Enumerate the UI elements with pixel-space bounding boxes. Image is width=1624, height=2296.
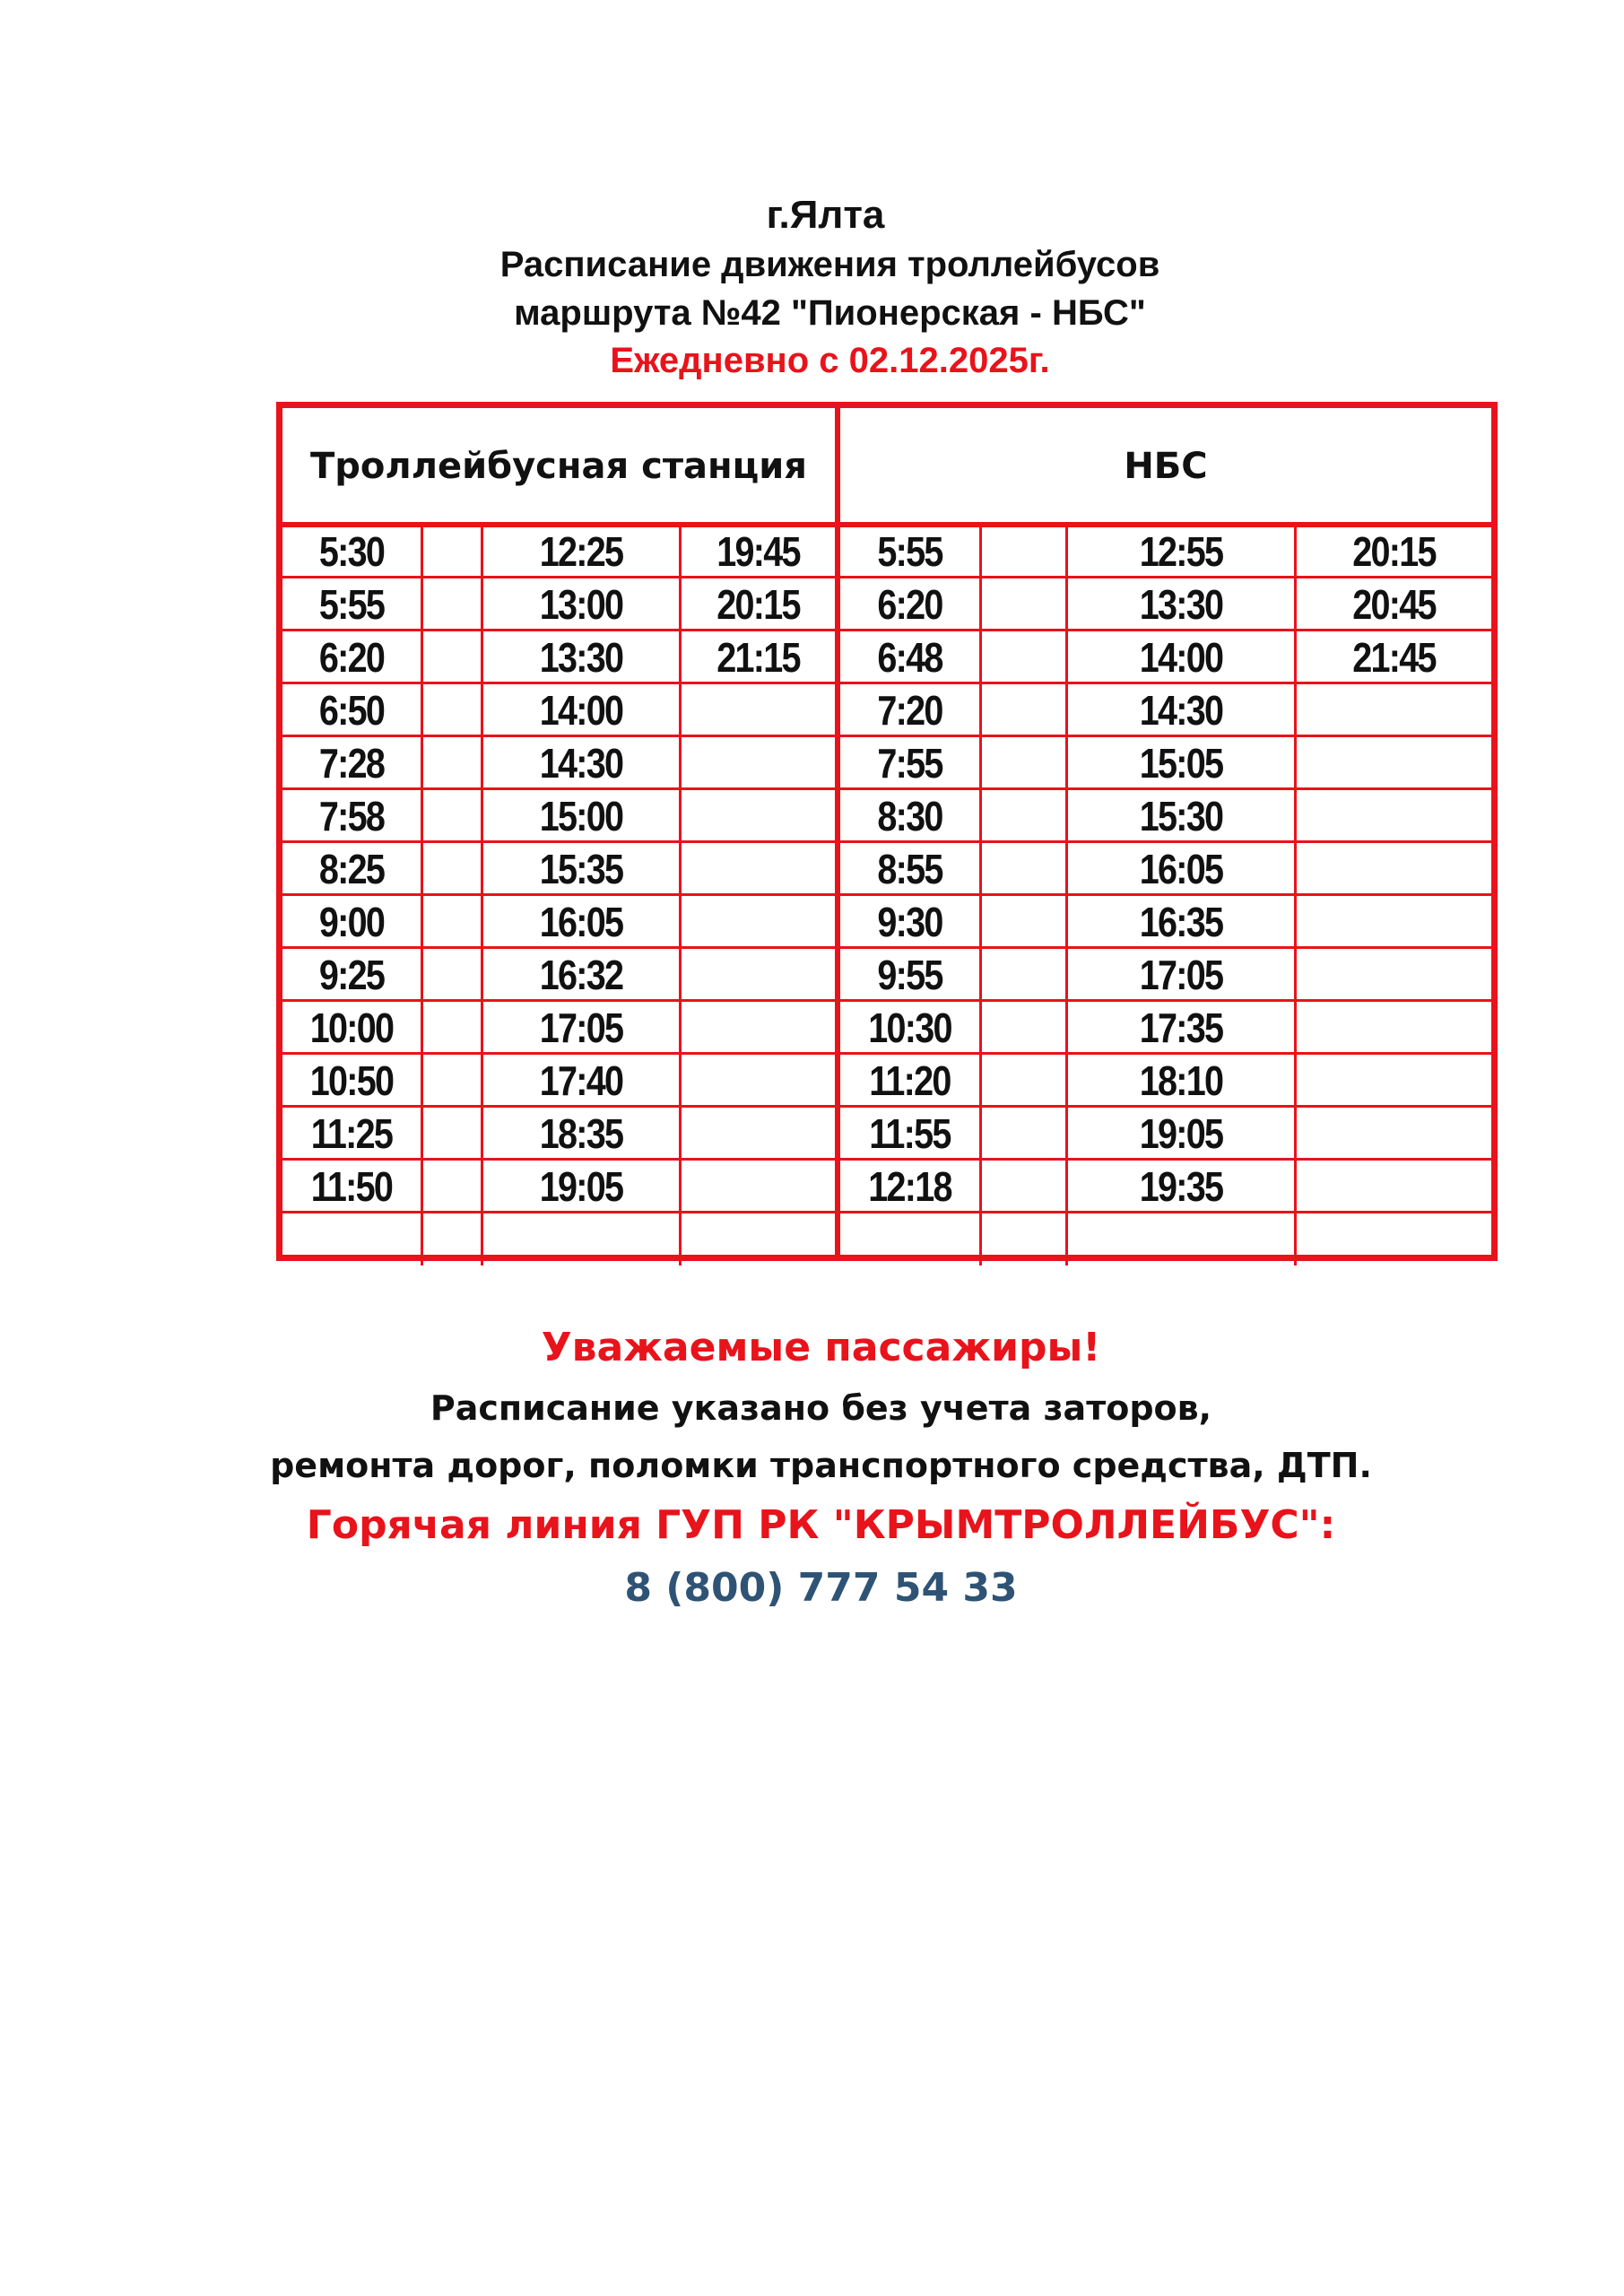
time-cell: 9:30 [877, 898, 942, 945]
time-cell [988, 1107, 1060, 1160]
time-cell: 5:55 [318, 580, 385, 628]
table-row [282, 736, 1491, 789]
time-cell [1310, 1001, 1478, 1054]
table-row [282, 683, 1491, 736]
row-divider [282, 735, 1491, 737]
time-cell: 6:20 [877, 580, 942, 628]
header [0, 190, 1624, 384]
time-cell [427, 578, 476, 631]
time-cell [1310, 789, 1478, 842]
time-cell: 21:15 [716, 633, 800, 681]
time-cell [692, 1054, 824, 1107]
time-cell: 13:30 [1139, 580, 1223, 628]
time-cell [988, 948, 1060, 1001]
time-cell [692, 1160, 824, 1213]
row-divider [282, 893, 1491, 896]
table-row [282, 895, 1491, 948]
table-row [282, 631, 1491, 683]
time-cell: 14:30 [1139, 686, 1223, 734]
time-cell: 14:00 [539, 686, 623, 734]
hotline-title: Горячая линия ГУП РК "КРЫМТРОЛЛЕЙБУС": [306, 1502, 1336, 1548]
time-cell [1310, 736, 1478, 789]
row-divider [282, 629, 1491, 631]
time-cell: 16:32 [539, 951, 623, 998]
column-divider [679, 525, 682, 1265]
time-cell: 19:35 [1139, 1162, 1223, 1210]
time-cell: 18:10 [1139, 1057, 1223, 1104]
time-cell [497, 1213, 664, 1265]
time-cell: 19:05 [1139, 1109, 1223, 1157]
hotline-phone[interactable]: 8 (800) 777 54 33 [624, 1565, 1018, 1611]
time-cell: 16:35 [1139, 898, 1223, 945]
time-cell [427, 1213, 476, 1265]
route-title: маршрута №42 "Пионерская - НБС" [514, 293, 1146, 333]
time-cell [427, 525, 476, 578]
time-cell [692, 736, 824, 789]
notice [0, 1317, 1624, 1620]
time-cell: 19:05 [539, 1162, 623, 1210]
time-cell: 7:55 [877, 739, 942, 787]
time-cell [427, 1054, 476, 1107]
time-cell: 14:30 [539, 739, 623, 787]
table-row [282, 842, 1491, 895]
time-cell [988, 895, 1060, 948]
time-cell [427, 683, 476, 736]
table-row [282, 1054, 1491, 1107]
time-cell: 16:05 [1139, 845, 1223, 892]
time-cell [427, 1160, 476, 1213]
notice-line-2: ремонта дорог, поломки транспортного средства, ДТП. [270, 1446, 1372, 1485]
time-cell: 11:20 [869, 1057, 951, 1104]
time-cell [988, 631, 1060, 683]
time-cell [988, 1001, 1060, 1054]
row-divider [282, 1105, 1491, 1108]
time-cell: 12:25 [539, 527, 623, 575]
table-row [282, 578, 1491, 631]
time-cell: 11:55 [869, 1109, 951, 1157]
column-divider [421, 525, 423, 1265]
time-cell [988, 683, 1060, 736]
time-cell [427, 736, 476, 789]
row-divider [282, 682, 1491, 684]
time-cell [988, 736, 1060, 789]
time-cell: 20:15 [1352, 527, 1436, 575]
time-cell: 15:00 [539, 792, 623, 839]
time-cell [427, 631, 476, 683]
row-divider [282, 999, 1491, 1002]
column-divider [1294, 525, 1297, 1265]
time-cell: 13:00 [539, 580, 623, 628]
time-cell [692, 683, 824, 736]
time-cell [988, 1160, 1060, 1213]
time-cell: 17:05 [539, 1004, 623, 1051]
row-divider [282, 946, 1491, 949]
time-cell [427, 1001, 476, 1054]
time-cell: 7:28 [318, 739, 385, 787]
time-cell: 11:25 [310, 1109, 393, 1157]
time-cell [1310, 1160, 1478, 1213]
time-cell: 8:30 [877, 792, 942, 839]
time-cell: 7:20 [877, 686, 942, 734]
column-divider [481, 525, 483, 1265]
time-cell: 17:05 [1139, 951, 1223, 998]
table-row [282, 525, 1491, 578]
time-cell: 16:05 [539, 898, 623, 945]
table-row [282, 1001, 1491, 1054]
time-cell [1310, 895, 1478, 948]
time-cell: 19:45 [716, 527, 800, 575]
time-cell [692, 895, 824, 948]
time-cell [1310, 1107, 1478, 1160]
time-cell [1310, 842, 1478, 895]
time-cell: 8:25 [318, 845, 385, 892]
time-cell [1084, 1213, 1279, 1265]
time-cell: 15:30 [1139, 792, 1223, 839]
time-cell [988, 1054, 1060, 1107]
time-cell: 9:55 [877, 951, 942, 998]
time-cell [692, 789, 824, 842]
table-row [282, 1107, 1491, 1160]
time-cell: 17:40 [539, 1057, 623, 1104]
time-cell: 17:35 [1139, 1004, 1223, 1051]
time-cell: 7:58 [318, 792, 385, 839]
time-cell: 13:30 [539, 633, 623, 681]
time-cell: 20:15 [716, 580, 800, 628]
table-row [282, 789, 1491, 842]
time-cell [427, 895, 476, 948]
time-cell [427, 789, 476, 842]
row-divider [282, 576, 1491, 578]
time-cell [988, 578, 1060, 631]
table-row [282, 1213, 1491, 1265]
row-divider [282, 1211, 1491, 1213]
time-cell [427, 842, 476, 895]
time-cell [1310, 683, 1478, 736]
table-row [282, 948, 1491, 1001]
time-cell: 15:35 [539, 845, 623, 892]
time-cell: 10:00 [309, 1004, 394, 1051]
time-cell [1310, 948, 1478, 1001]
time-cell [427, 1107, 476, 1160]
city-title: г.Ялта [766, 193, 885, 237]
time-cell: 9:00 [318, 898, 385, 945]
time-cell [427, 948, 476, 1001]
direction-header-nbs: НБС [1124, 446, 1208, 487]
row-divider [282, 1158, 1491, 1161]
notice-line-1: Расписание указано без учета заторов, [430, 1388, 1212, 1428]
time-cell [850, 1213, 969, 1265]
validity-date: Ежедневно с 02.12.2025г. [610, 341, 1050, 380]
time-cell [988, 842, 1060, 895]
direction-header-station: Троллейбусная станция [310, 446, 807, 487]
column-divider [1065, 525, 1068, 1265]
schedule-table [276, 402, 1498, 1261]
time-cell [692, 842, 824, 895]
time-cell: 6:48 [877, 633, 942, 681]
time-cell: 6:20 [318, 633, 385, 681]
time-cell: 11:50 [310, 1162, 393, 1210]
time-cell: 8:55 [877, 845, 942, 892]
time-cell: 21:45 [1352, 633, 1436, 681]
schedule-title: Расписание движения троллейбусов [499, 245, 1160, 284]
row-divider [282, 840, 1491, 843]
time-cell: 5:55 [877, 527, 942, 575]
time-cell: 18:35 [539, 1109, 623, 1157]
time-cell [692, 1001, 824, 1054]
row-divider [282, 1052, 1491, 1055]
column-divider [979, 525, 982, 1265]
time-cell [988, 1213, 1060, 1265]
time-cell: 14:00 [1139, 633, 1223, 681]
notice-greeting: Уважаемые пассажиры! [541, 1325, 1101, 1370]
time-cell [692, 1213, 824, 1265]
time-cell: 12:18 [868, 1162, 951, 1210]
time-cell [988, 525, 1060, 578]
time-cell: 12:55 [1139, 527, 1223, 575]
time-cell [1310, 1054, 1478, 1107]
row-divider [282, 787, 1491, 790]
time-cell: 9:25 [318, 951, 385, 998]
time-cell: 15:05 [1139, 739, 1223, 787]
time-cell [692, 1107, 824, 1160]
time-cell [692, 948, 824, 1001]
time-cell: 5:30 [318, 527, 385, 575]
time-cell: 20:45 [1352, 580, 1436, 628]
time-cell: 10:50 [309, 1057, 394, 1104]
table-row [282, 1160, 1491, 1213]
time-cell [292, 1213, 411, 1265]
time-cell: 10:30 [868, 1004, 951, 1051]
time-cell [988, 789, 1060, 842]
time-cell: 6:50 [318, 686, 385, 734]
time-cell [1310, 1213, 1478, 1265]
